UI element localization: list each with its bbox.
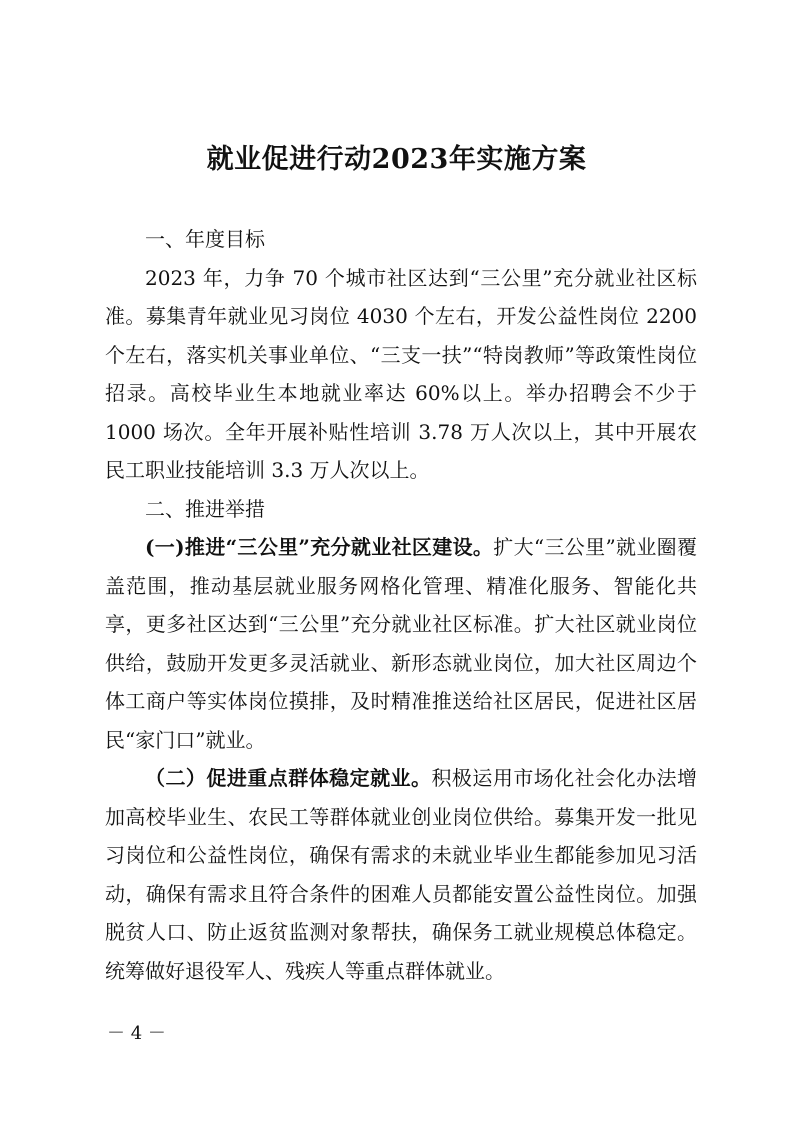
section-1-heading: 一、年度目标 <box>145 227 265 251</box>
section-2-item-2 <box>105 759 697 990</box>
document-title: 就业促进行动2023年实施方案 <box>206 144 587 175</box>
section-2-heading: 二、推进举措 <box>145 496 265 521</box>
page-number: － 4 － <box>107 1023 166 1044</box>
item-1-lead: (一)推进“三公里”充分就业社区建设。 <box>145 535 494 559</box>
item-2-lead: （二）促进重点群体稳定就业。 <box>145 766 432 790</box>
section-2-item-1 <box>105 528 697 759</box>
section-1-paragraph: 2023 年，力争 70 个城市社区达到“三公里”充分就业社区标准。募集青年就业见习岗位 4030 个左右，开发公益性岗位 2200 个左右，落实机关事业单位、“三支一扶”“特岗教师”等政策性岗位招录。高校毕业生本地就业率达 60%以上。举办招聘会不少于 1000 场次。全年开展补贴性培训 3.78 万人次以上，其中开展农民工职业技能培训 3.3 万人次以上。 <box>105 265 697 482</box>
item-2-text: 积极运用市场化社会化办法增加高校毕业生、农民工等群体就业创业岗位供给。募集开发一批见习岗位和公益性岗位，确保有需求的未就业毕业生都能参加见习活动，确保有需求且符合条件的困难人员都能安置公益性岗位。加强脱贫人口、防止返贫监测对象帮扶，确保务工就业规模总体稳定。统筹做好退役军人、残疾人等重点群体就业。 <box>105 766 698 983</box>
document-body <box>105 220 697 990</box>
item-1-text: 扩大“三公里”就业圈覆盖范围，推动基层就业服务网格化管理、精准化服务、智能化共享，更多社区达到“三公里”充分就业社区标准。扩大社区就业岗位供给，鼓励开发更多灵活就业、新形态就业岗位，加大社区周边个体工商户等实体岗位摸排，及时精准推送给社区居民，促进社区居民“家门口”就业。 <box>105 535 697 752</box>
